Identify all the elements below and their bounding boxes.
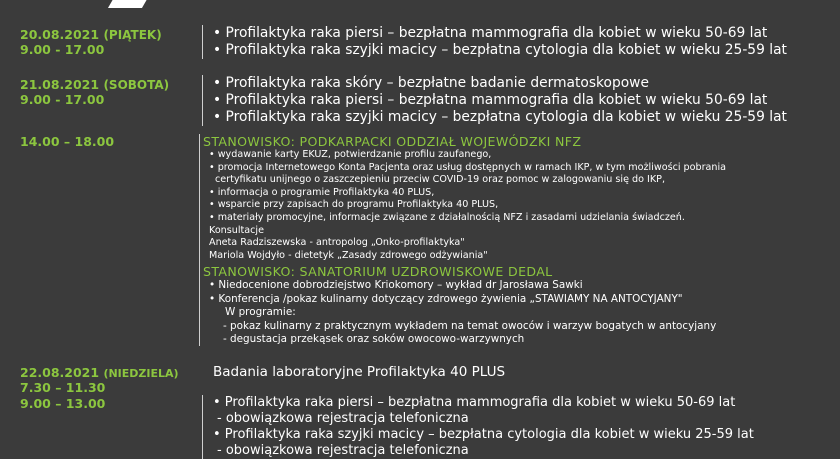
list-item: - obowiązkowa rejestracja telefoniczna xyxy=(217,411,469,426)
day3-hours-lab: 7.30 – 11.30 xyxy=(20,380,106,395)
list-item: • wsparcie przy zapisach do programu Profilaktyka 40 PLUS, xyxy=(209,199,499,211)
list-item: - pokaz kulinarny z praktycznym wykładem na temat owoców i warzyw bogatych w antocyjany xyxy=(223,319,717,332)
day2-hours: 9.00 - 17.00 xyxy=(20,92,105,107)
list-item: • wydawanie karty EKUZ, potwierdzanie profilu zaufanego, xyxy=(209,149,492,160)
list-item: certyfikatu unijnego o zaszczepieniu przeciw COVID-19 oraz pomoc w zalogowaniu się do IKP, xyxy=(215,174,666,186)
list-item: • Profilaktyka raka szyjki macicy – bezpłatna cytologia dla kobiet w wieku 25-59 lat xyxy=(213,427,754,442)
day2-date: 21.08.2021 (SOBOTA) xyxy=(20,77,170,92)
day1-hours: 9.00 - 17.00 xyxy=(20,42,105,57)
list-item: • Profilaktyka raka piersi – bezpłatna mammografia dla kobiet w wieku 50-69 lat xyxy=(213,92,768,108)
decorative-corner-shape xyxy=(108,0,150,8)
list-item: • Profilaktyka raka piersi – bezpłatna mammografia dla kobiet w wieku 50-69 lat xyxy=(213,395,736,410)
consult-heading: Konsultacje xyxy=(209,224,264,236)
day1-date: 20.08.2021 (PIĄTEK) xyxy=(20,27,162,42)
stand-block xyxy=(199,134,726,346)
day2-afternoon-hours: 14.00 – 18.00 xyxy=(20,134,115,149)
day3-hours-screening: 9.00 – 13.00 xyxy=(20,396,106,411)
list-item: - degustacja przekąsek oraz soków owocowo-warzywnych xyxy=(223,332,525,345)
consultant: Aneta Radziszewska - antropolog „Onko-profilaktyka" xyxy=(209,237,465,249)
day3-list xyxy=(202,395,754,459)
list-item: • Konferencja /pokaz kulinarny dotyczący zdrowego żywienia „STAWIAMY NA ANTOCYJANY" xyxy=(209,292,683,305)
consultant: Mariola Wojdyło - dietetyk „Zasady zdrowego odżywiania" xyxy=(209,249,488,261)
list-item: • Profilaktyka raka szyjki macicy – bezpłatna cytologia dla kobiet w wieku 25-59 lat xyxy=(213,109,787,125)
list-item: • Profilaktyka raka szyjki macicy – bezpłatna cytologia dla kobiet w wieku 25-59 lat xyxy=(213,42,787,58)
list-item: • informacja o programie Profilaktyka 40 PLUS, xyxy=(209,186,435,198)
day3-date: 22.08.2021 (NIEDZIELA) xyxy=(20,365,179,380)
list-item: • materiały promocyjne, informacje związane z działalnością NFZ i zasadami udzielania świadczeń. xyxy=(209,211,685,223)
day1-list xyxy=(202,25,787,59)
day2-list xyxy=(202,75,787,126)
list-item: • Niedocenione dobrodziejstwo Kriokomory – wykład dr Jarosława Sawki xyxy=(209,279,583,292)
lab-tests-title: Badania laboratoryjne Profilaktyka 40 PLUS xyxy=(213,364,506,380)
list-item: • Profilaktyka raka piersi – bezpłatna mammografia dla kobiet w wieku 50-69 lat xyxy=(213,25,768,41)
list-item: - obowiązkowa rejestracja telefoniczna xyxy=(217,443,469,458)
stand-title-dedal: STANOWISKO: SANATORIUM UZDROWISKOWE DEDAL xyxy=(203,264,553,280)
stand-title-nfz: STANOWISKO: PODKARPACKI ODDZIAŁ WOJEWÓDZKI NFZ xyxy=(203,134,582,149)
list-item: • Profilaktyka raka skóry – bezpłatne badanie dermatoskopowe xyxy=(213,75,649,91)
program-heading: W programie: xyxy=(225,306,296,319)
list-item: • promocja Internetowego Konta Pacjenta oraz usług dostępnych w ramach IKP, w tym możliwości pobrania xyxy=(209,161,727,173)
